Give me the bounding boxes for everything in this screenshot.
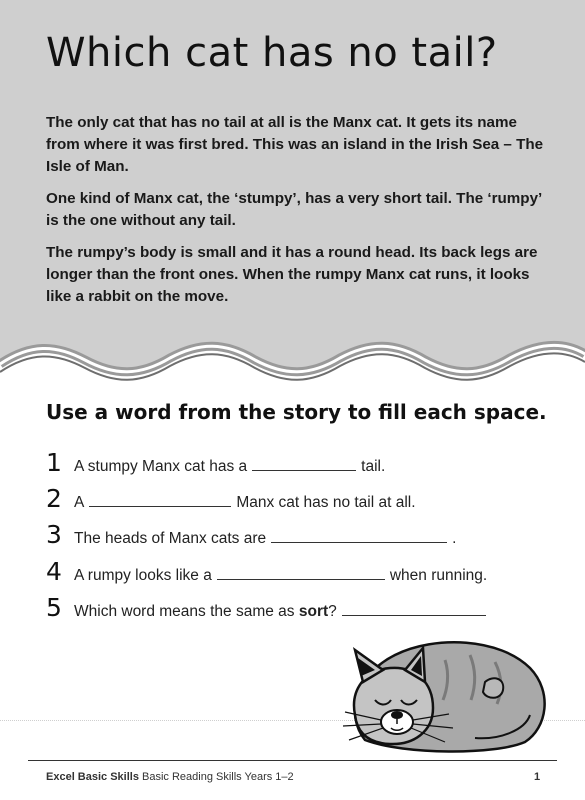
footer-rule: [28, 760, 557, 761]
question-2: [46, 484, 416, 513]
question-text: Manx cat has no tail at all.: [236, 494, 416, 511]
question-4: [46, 557, 487, 586]
question-text: A stumpy Manx cat has a: [74, 458, 248, 475]
question-text: when running.: [389, 567, 488, 584]
story-paragraph: The only cat that has no tail at all is the Manx cat. It gets its name from where it was first bred. This was an island in the Irish Sea – The Isle of Man.: [46, 114, 544, 175]
page-number: 1: [534, 771, 541, 783]
story-text: [46, 112, 546, 318]
question-text: ?: [328, 603, 337, 620]
question-text: Which word means the same as: [74, 603, 295, 620]
question-number: 5: [46, 593, 62, 622]
question-number: 3: [46, 520, 62, 549]
question-text: The heads of Manx cats are: [74, 530, 267, 547]
answer-blank[interactable]: [217, 565, 385, 580]
instruction-heading: Use a word from the story to fill each space.: [46, 400, 547, 424]
question-text: A rumpy looks like a: [74, 567, 212, 584]
sleeping-cat-illustration: [325, 620, 555, 755]
question-keyword: sort: [298, 603, 329, 620]
answer-blank[interactable]: [252, 456, 356, 471]
question-number: 1: [46, 448, 62, 477]
question-number: 2: [46, 484, 62, 513]
question-1: [46, 448, 385, 477]
question-number: 4: [46, 557, 62, 586]
footer-credit: [46, 771, 294, 783]
answer-blank[interactable]: [89, 492, 231, 507]
book-name: Basic Reading Skills Years 1–2: [142, 771, 294, 783]
question-text: A: [74, 494, 85, 511]
page-title: Which cat has no tail?: [46, 30, 498, 76]
story-paragraph: The rumpy’s body is small and it has a round head. Its back legs are longer than the front ones. When the rumpy Manx cat runs, it looks like a rabbit on the move.: [46, 244, 538, 305]
series-name: Excel Basic Skills: [46, 771, 139, 783]
answer-blank[interactable]: [271, 528, 447, 543]
story-paragraph: One kind of Manx cat, the ‘stumpy’, has a very short tail. The ‘rumpy’ is the one without any tail.: [46, 190, 542, 229]
question-text: .: [452, 530, 457, 547]
wave-border: [0, 330, 585, 392]
question-5: [46, 593, 491, 622]
question-text: tail.: [361, 458, 386, 475]
answer-blank[interactable]: [342, 601, 486, 616]
question-3: [46, 520, 456, 549]
